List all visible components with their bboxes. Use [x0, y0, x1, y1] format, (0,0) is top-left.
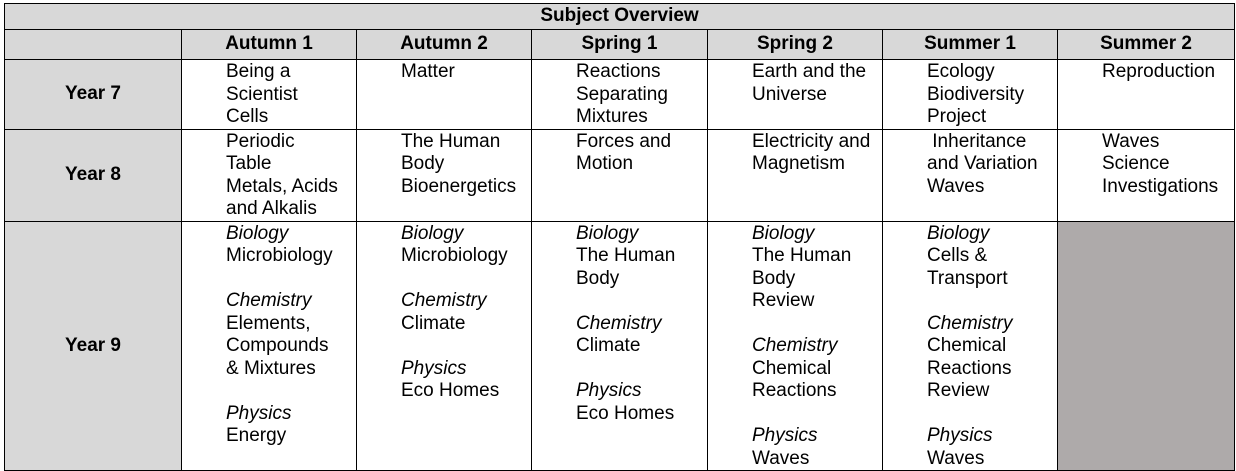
spacer	[576, 358, 707, 381]
topic-line: Universe	[752, 83, 827, 105]
topic-line: & Mixtures	[226, 357, 316, 379]
topic-cell	[182, 221, 357, 471]
topic-line: Forces and	[576, 130, 672, 152]
topic-line: The Human	[401, 130, 501, 152]
column-header: Autumn 2	[357, 30, 532, 60]
column-header: Autumn 1	[182, 30, 357, 60]
topic-line: Review	[927, 380, 990, 401]
topic-cell	[182, 60, 357, 130]
topic-line: The Human	[576, 245, 676, 266]
topic-line: Transport	[927, 267, 1008, 289]
spacer	[401, 268, 531, 291]
spacer	[226, 268, 356, 291]
topic-line: Eco Homes	[576, 402, 675, 424]
topic-cell	[708, 60, 883, 130]
topic-cell	[532, 221, 708, 471]
topic-line: Energy	[226, 425, 287, 446]
table-row	[5, 221, 1235, 471]
topic-line: Waves	[927, 175, 985, 197]
subject-label: Biology	[576, 222, 639, 244]
topic-cell	[1058, 129, 1235, 221]
topic-line: Climate	[576, 335, 641, 356]
topic-line: Magnetism	[752, 153, 845, 174]
topic-cell	[532, 129, 708, 221]
topic-line: Chemical	[752, 357, 832, 379]
column-header: Summer 1	[883, 30, 1058, 60]
topic-line: Reproduction	[1102, 61, 1216, 82]
topic-cell	[883, 60, 1058, 130]
topic-line: Table	[226, 153, 272, 174]
topic-line: Microbiology	[401, 245, 508, 266]
topic-line: Waves	[1102, 130, 1160, 152]
year-label: Year 8	[5, 129, 182, 221]
topic-line: Periodic	[226, 130, 295, 152]
subject-label: Physics	[752, 425, 818, 446]
topic-line: The Human	[752, 245, 852, 266]
spacer	[927, 403, 1057, 426]
topic-line: Scientist	[226, 83, 298, 105]
topic-line: Ecology	[927, 61, 995, 82]
topic-line: Science	[1102, 153, 1170, 174]
topic-line: Mixtures	[576, 106, 648, 127]
subject-label: Physics	[226, 402, 292, 424]
year-label: Year 9	[5, 221, 182, 471]
topic-line: Bioenergetics	[401, 175, 517, 197]
topic-cell	[357, 60, 532, 130]
spacer	[927, 290, 1057, 313]
subject-label: Physics	[401, 357, 467, 379]
subject-label: Physics	[576, 380, 642, 401]
topic-line: Review	[752, 290, 815, 311]
topic-cell	[708, 129, 883, 221]
topic-line: Motion	[576, 153, 634, 174]
subject-label: Chemistry	[927, 312, 1013, 334]
topic-line: and Alkalis	[226, 198, 317, 219]
subject-label: Biology	[226, 222, 289, 244]
topic-line: Body	[401, 153, 445, 174]
topic-line: and Variation	[927, 153, 1038, 174]
topic-cell	[1058, 60, 1235, 130]
subject-label: Chemistry	[752, 335, 838, 356]
table-row	[5, 129, 1235, 221]
topic-line: Waves	[927, 447, 985, 469]
topic-line: Reactions	[927, 357, 1012, 379]
topic-line: Separating	[576, 83, 668, 105]
topic-line: Investigations	[1102, 175, 1219, 197]
spacer	[226, 380, 356, 403]
column-header: Spring 1	[532, 30, 708, 60]
topic-line: Microbiology	[226, 245, 333, 266]
topic-line: Elements,	[226, 312, 311, 334]
topic-line: Electricity and	[752, 130, 871, 152]
topic-line: Cells	[226, 106, 269, 127]
spacer	[752, 403, 882, 426]
subject-label: Physics	[927, 425, 993, 446]
topic-line: Reactions	[752, 380, 837, 401]
topic-cell	[883, 129, 1058, 221]
header-corner	[5, 30, 182, 60]
topic-cell	[357, 129, 532, 221]
topic-cell	[708, 221, 883, 471]
topic-line: Body	[576, 267, 620, 289]
table-row	[5, 60, 1235, 130]
topic-line: Climate	[401, 312, 466, 334]
table-title: Subject Overview	[5, 4, 1235, 30]
topic-line: Reactions	[576, 61, 661, 82]
column-header: Summer 2	[1058, 30, 1235, 60]
subject-label: Chemistry	[401, 290, 487, 311]
topic-line: Being a	[226, 61, 291, 82]
topic-line: Body	[752, 267, 796, 289]
topic-cell	[883, 221, 1058, 471]
spacer	[401, 335, 531, 358]
subject-label: Biology	[401, 222, 464, 244]
year-label: Year 7	[5, 60, 182, 130]
subject-label: Chemistry	[226, 290, 312, 311]
spacer	[752, 313, 882, 336]
subject-label: Biology	[927, 222, 990, 244]
topic-line: Eco Homes	[401, 380, 500, 401]
topic-line: Project	[927, 106, 987, 127]
topic-line: Inheritance	[927, 130, 1027, 152]
topic-line: Waves	[752, 447, 810, 469]
empty-cell	[1058, 221, 1235, 471]
spacer	[576, 290, 707, 313]
subject-overview-table	[4, 3, 1235, 471]
topic-line: Metals, Acids	[226, 175, 338, 197]
topic-cell	[532, 60, 708, 130]
topic-line: Cells &	[927, 245, 988, 266]
topic-line: Biodiversity	[927, 83, 1025, 105]
topic-line: Compounds	[226, 335, 329, 356]
topic-line: Chemical	[927, 335, 1007, 356]
column-header: Spring 2	[708, 30, 883, 60]
topic-cell	[182, 129, 357, 221]
topic-line: Matter	[401, 61, 455, 82]
topic-line: Earth and the	[752, 61, 867, 82]
subject-label: Biology	[752, 222, 815, 244]
subject-label: Chemistry	[576, 312, 662, 334]
topic-cell	[357, 221, 532, 471]
header-row	[5, 30, 1235, 60]
